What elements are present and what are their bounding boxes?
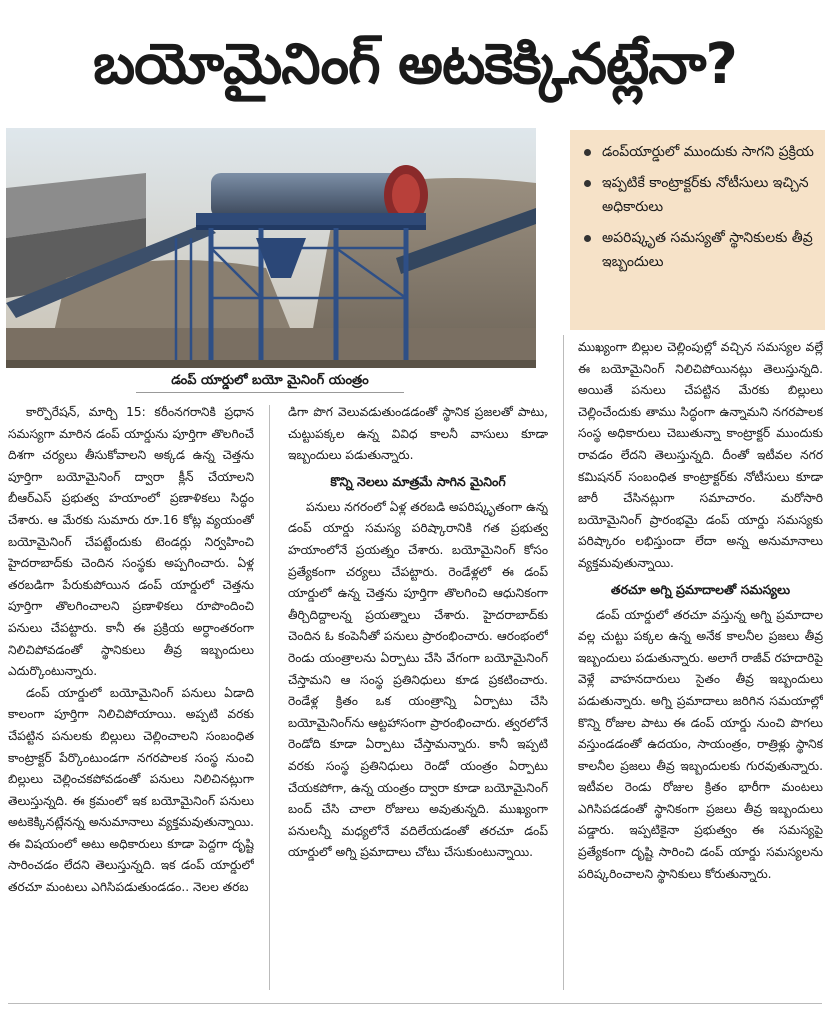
photo-caption: డంప్ యార్డులో బయో మైనింగ్ యంత్రం <box>136 370 404 393</box>
paragraph: డంప్ యార్డులో తరచూ వస్తున్న అగ్ని ప్రమాదాల వల్ల చుట్టు పక్కల ఉన్న అనేక కాలనీల ప్రజలు తీవ్ర ఇబ్బందులు పడుతున్నారు. అలాగే రాజీవ్ రహదారిపై వెళ్లే వాహనదారులు సైతం తీవ్ర ఇబ్బందులు పడుతున్నారు. అగ్ని ప్రమాదాలు జరిగిన సమయాల్లో కొన్ని రోజుల పాటు ఈ డంప్ యార్డు నుంచి పొగలు వస్తుండడంతో ఉదయం, సాయంత్రం, రాత్రిళ్లు స్థానిక కాలనీల ప్రజలు తీవ్ర ఇబ్బందులకు గురవుతున్నారు. ఇటీవల రెండు రోజుల క్రితం భారీగా మంటలు ఎగిసిపడడంతో స్థానికంగా ప్రజలు తీవ్ర ఇబ్బందులు పడ్డారు. ఇప్పటికైనా ప్రభుత్వం ఈ సమస్యపై ప్రత్యేకంగా దృష్టి సారించి డంప్ యార్డు సమస్యలను పరిష్కరించాలని స్థానికులు కోరుతున్నారు. <box>578 607 823 881</box>
headline: బయోమైనింగ్ అటకెక్కినట్లేనా? <box>93 32 737 97</box>
subheading: తరచూ అగ్ని ప్రమాదాలతో సమస్యలు <box>610 581 791 597</box>
highlight-item <box>584 226 817 274</box>
highlight-item <box>584 140 817 164</box>
highlights-list <box>570 130 825 274</box>
paragraph: పనులు నగరంలో ఏళ్ల తరబడి అపరిష్కృతంగా ఉన్న డంప్ యార్డు సమస్య పరిష్కారానికి గత ప్రభుత్వ హయాంలోనే ప్రయత్నం చేశారు. బయోమైనింగ్ కోసం ప్రత్యేకంగా చర్యలు చేపట్టారు. రెండేళ్లలో ఈ డంప్ యార్డులో ఉన్న చెత్తను పూర్తిగా తొలగించి ఆధునికంగా తీర్చిదిద్దాలన్న ప్రయత్నాలు చేశారు. హైదరాబాద్‌కు చెందిన ఓ కంపెనీతో పనులు ప్రారంభించారు. ఆరంభంలో రెండు యంత్రాలను ఏర్పాటు చేసి వేగంగా బయోమైనింగ్ చేస్తామని ఆ సంస్థ ప్రతినిధులు కూడ ప్రకటించారు. రెండేళ్ల క్రితం ఒక యంత్రాన్ని ఏర్పాటు చేసి బయోమైనింగ్‌ను ఆట్టహాసంగా ప్రారంభించారు. త్వరలోనే రెండోది కూడా ఏర్పాటు చేస్తామన్నారు. కానీ ఇప్పటి వరకు సంస్థ ప్రతినిధులు రెండో యంత్రం ఏర్పాటు చేయకపోగా, ఉన్న యంత్రం ద్వారా కూడా బయోమైనింగ్ బంద్ చేసి చాలా రోజులు అవుతున్నది. ముఖ్యంగా పనులన్నీ మధ్యలోనే వదిలేయడంతో తరచూ డంప్ యార్డులో అగ్ని ప్రమాదాలు చోటు చేసుకుంటున్నాయి. <box>288 499 548 860</box>
paragraph: కార్పొరేషన్, మార్చి 15: కరీంనగరానికి ప్రధాన సమస్యగా మారిన డంప్ యార్డును పూర్తిగా తొలగించే దిశగా చర్యలు తీసుకోవాలని అక్కడ ఉన్న చెత్తను పూర్తిగా బయోమైనింగ్ ద్వారా క్లీన్ చేయాలని బీఆర్ఎస్ ప్రభుత్వ హయాంలో ప్రణాళికలు సిద్ధం చేశారు. ఆ మేరకు సుమారు రూ.16 కోట్ల వ్యయంతో బయోమైనింగ్ చేపట్టేందుకు టెండర్లు నిర్వహించి హైదరాబాద్‌కు చెందిన సంస్థకు అప్పగించారు. ఏళ్ల తరబడిగా పేరుకుపోయిన డంప్ యార్డులో చెత్తను పూర్తిగా తొలగించాలని ప్రణాళికలు రూపొందించి పనులు చేపట్టారు. కానీ ఈ ప్రక్రియ అర్ధాంతరంగా నిలిచిపోవడంతో స్థానికులు తీవ్ర ఇబ్బందులు ఎదుర్కొంటున్నారు. <box>8 405 254 679</box>
paragraph: డిగా పొగ వెలువడుతుండడంతో స్థానిక ప్రజలతో పాటు, చుట్టుపక్కల ఉన్న వివిధ కాలనీ వాసులు కూడా ఇబ్బందులు పడుతున్నారు. <box>288 405 548 463</box>
column-divider <box>563 335 564 990</box>
article-column-2 <box>288 402 548 994</box>
bullet-icon <box>584 180 591 187</box>
paragraph: డంప్ యార్డులో బయోమైనింగ్ పనులు ఏడాది కాలంగా పూర్తిగా నిలిచిపోయాయి. అప్పటి వరకు చేపట్టిన పనులకు బిల్లులు చెల్లించాలని సంబంధిత కాంట్రాక్టర్ పేర్కొంటుండగా నగరపాలక సంస్థ నుంచి బిల్లులు చెల్లించకపోవడంతో పనులు నిలిచినట్లుగా తెలుస్తున్నది. ఈ క్రమంలో ఇక బయోమైనింగ్ పనులు అటకెక్కినట్లేనన్న అనుమానాలు వ్యక్తమవుతున్నాయి. ఈ విషయంలో అటు అధికారులు కూడా పెద్దగా దృష్టి సారించడం లేదని తెలుస్తున్నది. ఇక డంప్ యార్డులో తరచూ మంటలు ఎగిసిపడుతుండడం.. నెలల తరబ <box>8 685 254 895</box>
bottom-rule <box>8 1003 822 1004</box>
bullet-icon <box>584 149 591 156</box>
article-column-1 <box>8 402 254 994</box>
bullet-icon <box>584 235 591 242</box>
biomining-machine-photo <box>6 128 536 368</box>
highlights-box <box>570 130 825 330</box>
highlight-text: ఇప్పటికే కాంట్రాక్టర్‌కు నోటీసులు ఇచ్చిన అధికారులు <box>602 175 809 215</box>
highlight-text: డంప్‌యార్డులో ముందుకు సాగని ప్రక్రియ <box>602 144 814 160</box>
subheading: కొన్ని నెలలు మాత్రమే సాగిన మైనింగ్ <box>330 473 506 489</box>
column-divider <box>269 405 270 990</box>
highlight-item <box>584 171 817 219</box>
highlight-text: అపరిష్కృత సమస్యతో స్థానికులకు తీవ్ర ఇబ్బందులు <box>602 230 813 270</box>
article-column-3 <box>578 337 823 994</box>
paragraph: ముఖ్యంగా బిల్లుల చెల్లింపుల్లో వచ్చిన సమస్యల వల్లే ఈ బయోమైనింగ్ నిలిచిపోయినట్లు తెలుస్తున్నది. అయితే పనులు చేపట్టిన మేరకు బిల్లులు చెల్లించేందుకు తాము సిద్ధంగా ఉన్నామని నగరపాలక సంస్థ అధికారులు చెబుతున్నా కాంట్రాక్టర్ ముందుకు రావడం లేదని తెలుస్తున్నది. దీంతో ఇటీవల నగర కమిషనర్ సంబంధిత కాంట్రాక్టర్‌కు నోటీసులు కూడా జారీ చేసినట్లుగా సమాచారం. మరోసారి బయోమైనింగ్ ప్రారంభమై డంప్ యార్డు సమస్యకు పరిష్కారం లభిస్తుందా లేదా అన్న అనుమానాలు వ్యక్తమవుతున్నాయి. <box>578 340 823 570</box>
